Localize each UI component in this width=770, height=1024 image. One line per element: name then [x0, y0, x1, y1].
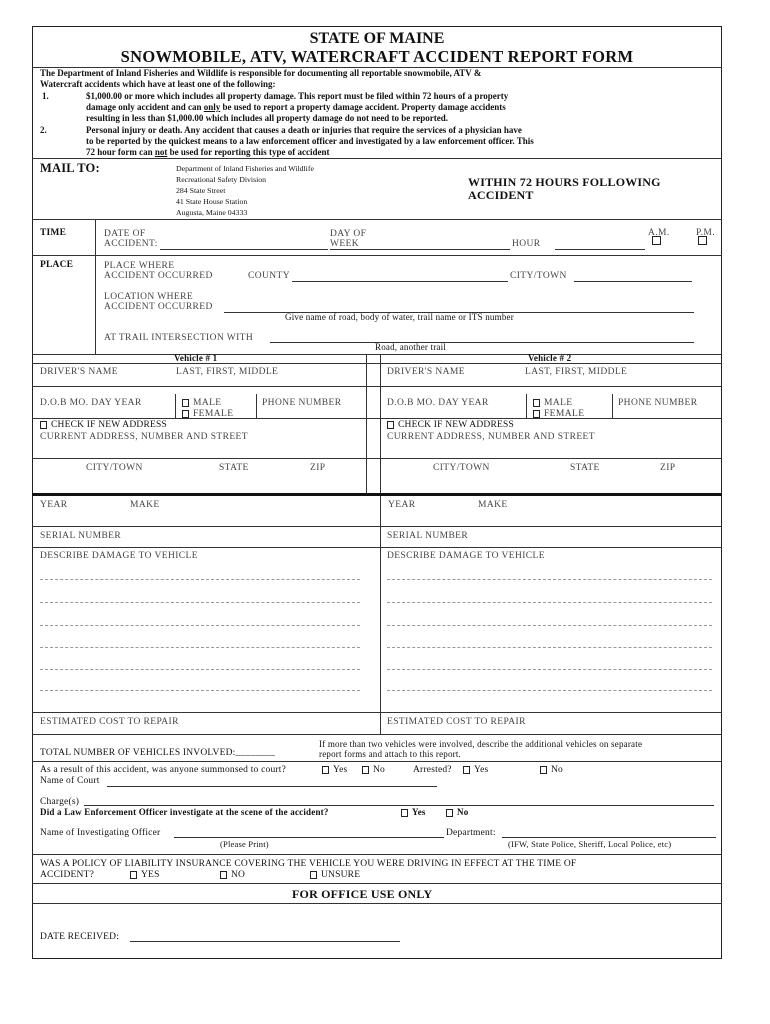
v1-new-address-checkbox[interactable] — [40, 421, 47, 429]
investigated-yes-label: Yes — [412, 807, 426, 817]
divider — [32, 363, 722, 364]
arrested-no-option[interactable] — [540, 765, 563, 775]
insurance-unsure-checkbox[interactable] — [310, 871, 317, 879]
divider — [32, 761, 722, 762]
arrested-yes-label: Yes — [474, 765, 489, 775]
divider — [32, 734, 722, 735]
vehicle-2-heading: Vehicle # 2 — [528, 353, 572, 363]
insurance-no-label: NO — [231, 870, 246, 880]
v1-city-label: CITY/TOWN — [86, 463, 143, 473]
divider — [32, 386, 722, 387]
intro-emphasis: only — [203, 102, 221, 112]
v2-female-option[interactable] — [533, 409, 584, 419]
summoned-yes-checkbox[interactable] — [322, 766, 329, 774]
divider — [366, 354, 367, 494]
v1-state-label: STATE — [219, 463, 249, 473]
intro-emphasis: not — [154, 147, 168, 157]
charges-label: Charge(s) — [40, 797, 80, 807]
form-title: SNOWMOBILE, ATV, WATERCRAFT ACCIDENT REPORT FORM — [120, 47, 634, 66]
v1-damage-line[interactable] — [40, 647, 360, 648]
v1-male-checkbox[interactable] — [182, 399, 189, 407]
am-label: A.M. — [648, 228, 670, 238]
v2-damage-line[interactable] — [387, 669, 712, 670]
insurance-yes-option[interactable] — [130, 870, 160, 880]
department-hint: (IFW, State Police, Sheriff, Local Police, etc) — [508, 839, 672, 849]
date-received-label: DATE RECEIVED: — [40, 932, 120, 942]
divider — [32, 712, 722, 713]
v2-damage-line[interactable] — [387, 625, 712, 626]
am-checkbox[interactable] — [652, 236, 661, 245]
intro-line: Watercraft accidents which have at least one of the following: — [40, 79, 276, 89]
v1-name-format: LAST, FIRST, MIDDLE — [176, 367, 279, 377]
city-field[interactable] — [574, 281, 692, 282]
divider — [175, 394, 176, 418]
v2-serial-label: SERIAL NUMBER — [387, 531, 469, 541]
v1-damage-line[interactable] — [40, 669, 360, 670]
insurance-no-option[interactable] — [220, 870, 245, 880]
intro-line — [86, 102, 508, 113]
v2-female-label: FEMALE — [544, 409, 585, 419]
total-vehicles-label: TOTAL NUMBER OF VEHICLES INVOLVED:________ — [40, 748, 276, 758]
divider — [380, 495, 381, 735]
trail-field[interactable] — [270, 342, 694, 343]
v2-year-label: YEAR — [388, 500, 416, 510]
intro-line: to be reported by the quickest means to a law enforcement officer and investigated by a law enforcement officer. This — [86, 136, 534, 146]
county-label: COUNTY — [248, 271, 290, 281]
intro-text — [40, 68, 481, 90]
divider — [32, 883, 722, 884]
investigated-no-checkbox[interactable] — [446, 809, 453, 817]
deadline-note-l1: WITHIN 72 HOURS FOLLOWING — [468, 175, 661, 189]
v2-new-address-option[interactable] — [387, 420, 514, 430]
v1-driver-label: DRIVER'S NAME — [40, 367, 118, 377]
divider — [32, 158, 722, 159]
v1-dob-label: D.O.B MO. DAY YEAR — [40, 398, 142, 408]
v2-damage-line[interactable] — [387, 647, 712, 648]
v2-damage-line[interactable] — [387, 602, 712, 603]
intro-line — [86, 147, 534, 158]
vehicle-1-heading: Vehicle # 1 — [174, 353, 218, 363]
print-hint: (Please Print) — [220, 839, 269, 849]
more-vehicles-note-l2: report forms and attach to this report. — [319, 749, 462, 759]
investigated-yes-checkbox[interactable] — [401, 809, 408, 817]
deadline-note-l2: ACCIDENT — [468, 188, 534, 202]
arrested-yes-option[interactable] — [463, 765, 488, 775]
address-line: 41 State House Station — [176, 197, 248, 206]
time-label: TIME — [40, 228, 67, 238]
intro-span: 72 hour form can — [86, 147, 155, 157]
v2-female-checkbox[interactable] — [533, 410, 540, 418]
summoned-yes-option[interactable] — [322, 765, 347, 775]
v1-phone-label: PHONE NUMBER — [262, 398, 342, 408]
divider — [32, 418, 722, 419]
department-field[interactable] — [502, 837, 716, 838]
place-label: PLACE — [40, 260, 74, 270]
v1-year-label: YEAR — [40, 500, 68, 510]
section-rule — [32, 493, 722, 496]
summoned-question: As a result of this accident, was anyone summonsed to court? — [40, 765, 287, 775]
v1-female-checkbox[interactable] — [182, 410, 189, 418]
form-title-state: STATE OF MAINE — [309, 30, 445, 47]
insurance-question-l1: WAS A POLICY OF LIABILITY INSURANCE COVERING THE VEHICLE YOU WERE DRIVING IN EFFECT AT THE TIME OF — [40, 859, 577, 869]
v1-zip-label: ZIP — [310, 463, 326, 473]
v1-damage-line[interactable] — [40, 602, 360, 603]
summoned-yes-label: Yes — [333, 765, 348, 775]
v2-new-address-label: CHECK IF NEW ADDRESS — [398, 420, 514, 430]
address-line: Augusta, Maine 04333 — [176, 208, 248, 217]
insurance-no-checkbox[interactable] — [220, 871, 227, 879]
divider — [32, 219, 722, 220]
v2-cost-label: ESTIMATED COST TO REPAIR — [387, 717, 526, 727]
insurance-yes-label: YES — [141, 870, 160, 880]
intro-line: $1,000.00 or more which includes all property damage. This report must be filed within 72 hours of a property — [86, 91, 509, 101]
v1-damage-line[interactable] — [40, 690, 360, 691]
v2-make-label: MAKE — [478, 500, 508, 510]
divider — [32, 255, 722, 256]
arrested-no-checkbox[interactable] — [540, 766, 547, 774]
item-2-number: 2. — [40, 125, 47, 135]
insurance-question-l2: ACCIDENT? — [40, 870, 95, 880]
investigated-no-label: No — [457, 807, 469, 817]
trail-label: AT TRAIL INTERSECTION WITH — [104, 333, 254, 343]
v2-male-option[interactable] — [533, 398, 573, 408]
hour-field[interactable] — [555, 249, 645, 250]
investigated-no-option[interactable] — [446, 807, 468, 817]
location-l2: ACCIDENT OCCURRED — [104, 302, 213, 312]
pm-label: P.M. — [696, 228, 716, 238]
insurance-unsure-label: UNSURE — [321, 870, 361, 880]
charges-field[interactable] — [84, 805, 714, 806]
v2-dob-label: D.O.B MO. DAY YEAR — [387, 398, 489, 408]
insurance-yes-checkbox[interactable] — [130, 871, 137, 879]
divider — [32, 526, 722, 527]
v1-serial-label: SERIAL NUMBER — [40, 531, 122, 541]
v2-state-label: STATE — [570, 463, 600, 473]
office-use-heading: FOR OFFICE USE ONLY — [292, 887, 433, 901]
v2-male-label: MALE — [544, 398, 573, 408]
intro-line: resulting in less than $1,000.00 which includes all property damage do not need to be reported. — [86, 113, 449, 123]
officer-name-field[interactable] — [174, 837, 444, 838]
city-label: CITY/TOWN — [510, 271, 567, 281]
day-label-l1: DAY OF — [330, 229, 367, 239]
v2-name-format: LAST, FIRST, MIDDLE — [525, 367, 628, 377]
intro-line: Personal injury or death. Any accident that causes a death or injuries that require the services of a physician have — [86, 125, 522, 135]
insurance-unsure-option[interactable] — [310, 870, 360, 880]
intro-span: damage only accident and can — [86, 102, 204, 112]
divider — [256, 394, 257, 418]
date-field[interactable] — [160, 249, 328, 250]
intro-line: The Department of Inland Fisheries and Wildlife is responsible for documenting all reportable snowmobile, ATV & — [40, 68, 482, 78]
v2-city-label: CITY/TOWN — [433, 463, 490, 473]
mail-to-label: MAIL TO: — [40, 161, 100, 175]
court-name-field[interactable] — [107, 786, 437, 787]
date-received-field[interactable] — [130, 941, 400, 942]
item-2-text — [86, 125, 534, 158]
v1-make-label: MAKE — [130, 500, 160, 510]
v2-damage-line[interactable] — [387, 579, 712, 580]
department-label: Department: — [446, 828, 496, 838]
v2-new-address-checkbox[interactable] — [387, 421, 394, 429]
divider — [32, 354, 722, 355]
v2-damage-line[interactable] — [387, 690, 712, 691]
officer-name-label: Name of Investigating Officer — [40, 828, 161, 838]
address-line: 284 State Street — [176, 186, 226, 195]
v2-address-label: CURRENT ADDRESS, NUMBER AND STREET — [387, 432, 595, 442]
intro-span: be used for reporting this type of accident — [167, 147, 330, 157]
pm-checkbox[interactable] — [698, 236, 707, 245]
day-label-l2: WEEK — [330, 239, 360, 249]
item-1-text — [86, 91, 508, 124]
address-line: Department of Inland Fisheries and Wildlife — [176, 164, 314, 173]
arrested-question: Arrested? — [413, 765, 452, 775]
place-where-l1: PLACE WHERE — [104, 261, 175, 271]
v1-damage-line[interactable] — [40, 625, 360, 626]
place-where-l2: ACCIDENT OCCURRED — [104, 271, 213, 281]
arrested-no-label: No — [551, 765, 564, 775]
v1-damage-line[interactable] — [40, 579, 360, 580]
more-vehicles-note-l1: If more than two vehicles were involved, describe the additional vehicles on separate — [319, 739, 643, 749]
summoned-no-option[interactable] — [362, 765, 385, 775]
v1-male-option[interactable] — [182, 398, 222, 408]
v1-new-address-option[interactable] — [40, 420, 167, 430]
intro-span: be used to report a property damage accident. Property damage accidents — [220, 102, 506, 112]
divider — [32, 903, 722, 904]
divider — [612, 394, 613, 418]
divider — [526, 394, 527, 418]
v2-phone-label: PHONE NUMBER — [618, 398, 698, 408]
day-field[interactable] — [330, 249, 510, 250]
item-1-number: 1. — [42, 91, 49, 101]
divider — [95, 219, 96, 354]
location-hint: Give name of road, body of water, trail name or ITS number — [285, 312, 514, 322]
trail-hint: Road, another trail — [375, 342, 447, 352]
date-label-l1: DATE OF — [104, 229, 146, 239]
divider — [380, 354, 381, 494]
date-label-l2: ACCIDENT: — [104, 239, 158, 249]
v1-male-label: MALE — [193, 398, 222, 408]
v2-zip-label: ZIP — [660, 463, 676, 473]
v1-cost-label: ESTIMATED COST TO REPAIR — [40, 717, 179, 727]
court-name-label: Name of Court — [40, 776, 100, 786]
v2-damage-label: DESCRIBE DAMAGE TO VEHICLE — [387, 551, 545, 561]
investigated-yes-option[interactable] — [401, 807, 426, 817]
divider — [32, 458, 722, 459]
divider — [32, 854, 722, 855]
divider — [32, 547, 722, 548]
summoned-no-label: No — [373, 765, 386, 775]
mailing-address — [176, 163, 314, 218]
v1-female-label: FEMALE — [193, 409, 234, 419]
location-l1: LOCATION WHERE — [104, 292, 194, 302]
v2-driver-label: DRIVER'S NAME — [387, 367, 465, 377]
v2-male-checkbox[interactable] — [533, 399, 540, 407]
hour-label: HOUR — [512, 239, 541, 249]
summoned-no-checkbox[interactable] — [362, 766, 369, 774]
v1-new-address-label: CHECK IF NEW ADDRESS — [51, 420, 167, 430]
v1-damage-label: DESCRIBE DAMAGE TO VEHICLE — [40, 551, 198, 561]
investigated-question: Did a Law Enforcement Officer investigate at the scene of the accident? — [40, 807, 329, 817]
county-field[interactable] — [292, 281, 508, 282]
arrested-yes-checkbox[interactable] — [463, 766, 470, 774]
v1-address-label: CURRENT ADDRESS, NUMBER AND STREET — [40, 432, 248, 442]
address-line: Recreational Safety Division — [176, 175, 267, 184]
